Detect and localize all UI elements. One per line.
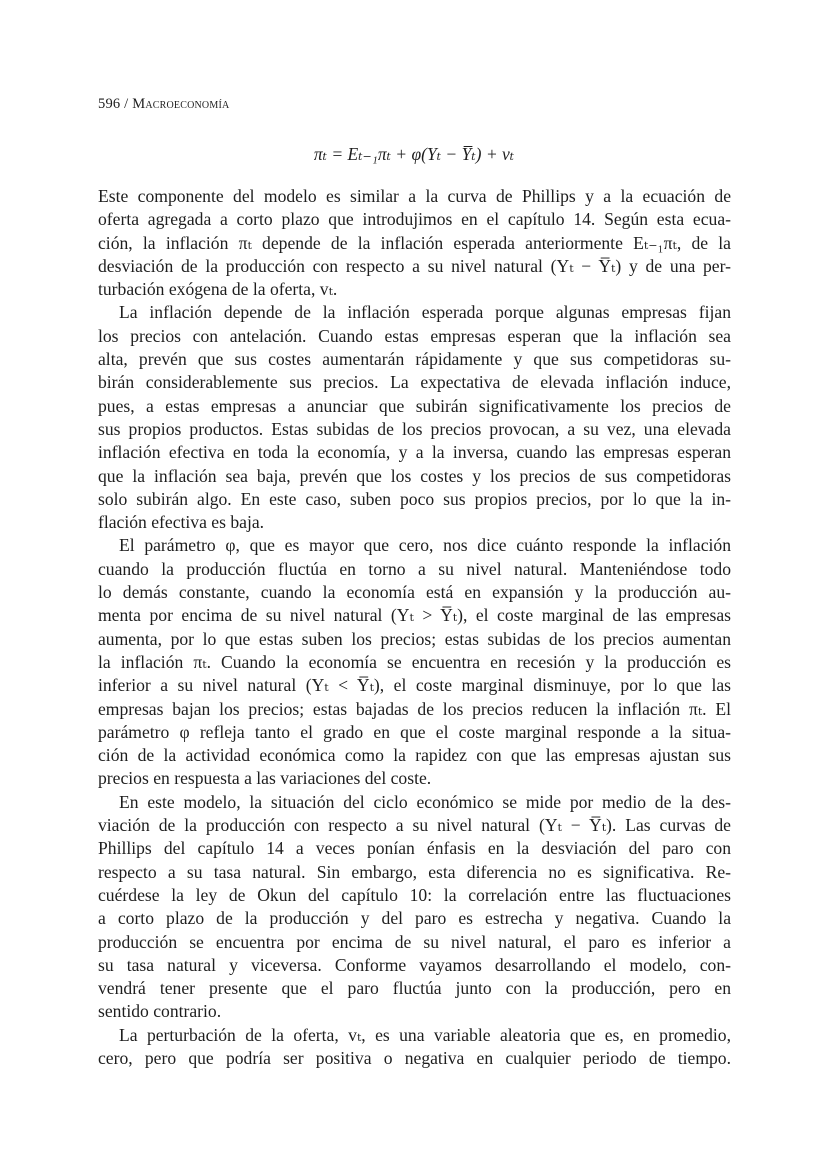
text-line: Phillips del capítulo 14 a veces ponían énfasis en la desviación del paro con — [98, 838, 731, 859]
text-line: sus propios productos. Estas subidas de los precios provocan, a su vez, una elevada — [98, 418, 731, 439]
text-line: viación de la producción con respecto a su nivel natural (Yₜ − Y̅ₜ). Las curvas de — [98, 815, 731, 836]
paragraph — [98, 791, 731, 1024]
paragraph — [98, 185, 731, 301]
text-line: Este componente del modelo es similar a la curva de Phillips y a la ecuación de — [98, 186, 731, 206]
text-line: inflación efectiva en toda la economía, y a la inversa, cuando las empresas esperan — [98, 442, 731, 463]
text-line: vendrá tener presente que el paro fluctúa junto con la producción, pero en — [98, 978, 731, 999]
text-line: producción se encuentra por encima de su nivel natural, el paro es inferior a — [98, 931, 731, 952]
text-line: empresas bajan los precios; estas bajadas de los precios reducen la inflación πₜ. El — [98, 698, 731, 719]
paragraph — [98, 1024, 731, 1071]
text-line: La inflación depende de la inflación esperada porque algunas empresas fijan — [119, 302, 731, 323]
text-line: flación efectiva es baja. — [98, 512, 265, 533]
text-line: En este modelo, la situación del ciclo económico se mide por medio de la des- — [119, 791, 731, 812]
text-line: respecto a su tasa natural. Sin embargo, esta diferencia no es significativa. Re- — [98, 861, 731, 882]
text-line: cero, pero que podría ser positiva o negativa en cualquier periodo de tiempo. — [98, 1047, 731, 1068]
text-line: inferior a su nivel natural (Yₜ < Y̅ₜ), el coste marginal disminuye, por lo que las — [98, 675, 731, 696]
text-line: su tasa natural y viceversa. Conforme vayamos desarrollando el modelo, con- — [98, 954, 731, 975]
text-line: ción de la actividad económica como la rapidez con que las empresas ajustan sus — [98, 745, 731, 766]
text-line: lo demás constante, cuando la economía está en expansión y la producción au- — [98, 582, 731, 603]
text-line: aumenta, por lo que estas suben los precios; estas subidas de los precios aumentan — [98, 628, 731, 649]
body-text — [98, 185, 731, 1070]
text-line: ción, la inflación πₜ depende de la inflación esperada anteriormente Eₜ₋₁πₜ, de la — [98, 232, 731, 253]
text-line: solo subirán algo. En este caso, suben poco sus propios precios, por lo que la in- — [98, 488, 731, 509]
text-line: El parámetro φ, que es mayor que cero, nos dice cuánto responde la inflación — [119, 535, 731, 556]
running-header — [98, 96, 229, 113]
text-line: menta por encima de su nivel natural (Yₜ > Y̅ₜ), el coste marginal de las empresas — [98, 605, 731, 626]
text-line: oferta agregada a corto plazo que introdujimos en el capítulo 14. Según esta ecua- — [98, 209, 731, 230]
text-line: alta, prevén que sus costes aumentarán rápidamente y que sus competidoras su- — [98, 349, 731, 370]
text-line: sentido contrario. — [98, 1001, 222, 1022]
text-line: a corto plazo de la producción y del paro es estrecha y negativa. Cuando la — [98, 908, 731, 929]
page-number-and-book-title: 596 / Macroeconomía — [98, 96, 230, 112]
text-line: precios en respuesta a las variaciones del coste. — [98, 768, 432, 789]
text-line: pues, a estas empresas a anunciar que subirán significativamente los precios de — [98, 395, 731, 416]
text-line: turbación exógena de la oferta, vₜ. — [98, 279, 338, 300]
paragraph — [98, 301, 731, 534]
phillips-curve-equation: πₜ = Eₜ₋₁πₜ + φ(Yₜ − Y̅ₜ) + vₜ — [313, 144, 515, 164]
text-line: cuérdese la ley de Okun del capítulo 10: la correlación entre las fluctuaciones — [98, 884, 731, 905]
text-line: La perturbación de la oferta, vₜ, es una variable aleatoria que es, en promedio, — [119, 1024, 731, 1045]
text-line: que la inflación sea baja, prevén que los costes y los precios de sus competidoras — [98, 465, 731, 486]
text-line: parámetro φ refleja tanto el grado en que el coste marginal responde a la situa- — [98, 721, 731, 742]
text-line: birán considerablemente sus precios. La expectativa de elevada inflación induce, — [98, 372, 731, 393]
paragraph — [98, 534, 731, 790]
text-line: cuando la producción fluctúa en torno a su nivel natural. Manteniéndose todo — [98, 558, 731, 579]
text-line: los precios con antelación. Cuando estas empresas esperan que la inflación sea — [98, 325, 731, 346]
text-line: la inflación πₜ. Cuando la economía se encuentra en recesión y la producción es — [98, 651, 731, 672]
text-line: desviación de la producción con respecto a su nivel natural (Yₜ − Y̅ₜ) y de una per- — [98, 255, 731, 276]
